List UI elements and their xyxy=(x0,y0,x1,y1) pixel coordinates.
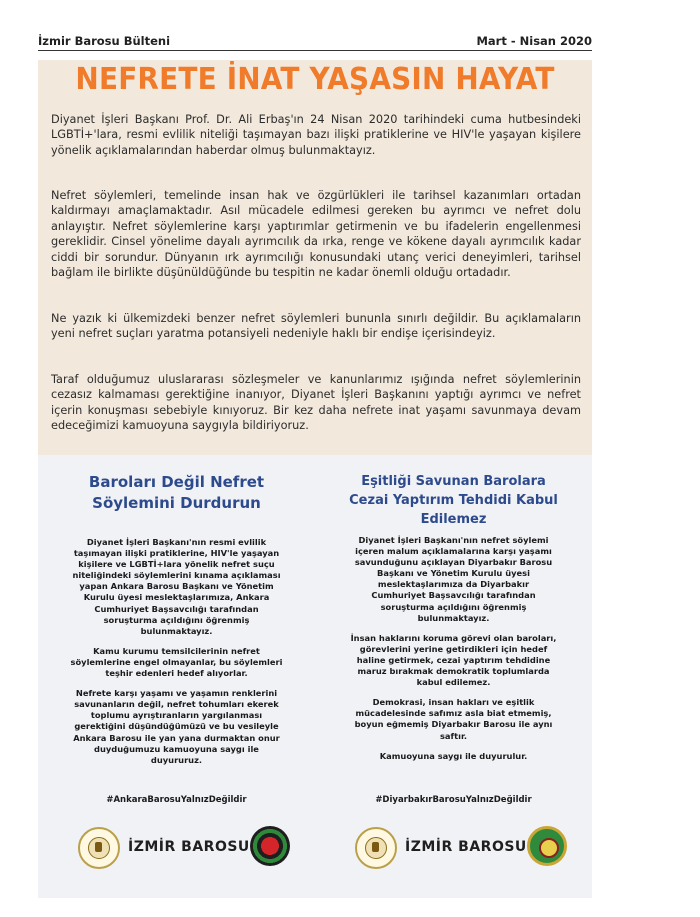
article-paragraph-3: Ne yazık ki ülkemizdeki benzer nefret söylemleri bununla sınırlı değildir. Bu açıklamaların yeni nefret suçları yaratma potansiyeli nedeniyle haklı bir endişe içerisindeyiz. xyxy=(51,312,581,341)
issue-date: Mart - Nisan 2020 xyxy=(476,34,592,48)
poster-footer xyxy=(38,821,315,877)
article-paragraph-4: Taraf olduğumuz uluslararası sözleşmeler ve kanunlarımız ışığında nefret söylemlerinin cezasız kalmaması gerektiğine inanıyor, Diyanet İşleri Başkanını yaptığı ayrımcı ve nefret içerin konuşması sebebiyle kınıyoruz. Bir kez daha nefrete inat yaşamı savunmaya devam edeceğimizi kamuoyuna saygıyla bildiriyoruz. xyxy=(51,373,581,433)
poster-body xyxy=(68,537,285,775)
page-header xyxy=(38,32,592,51)
article-paragraph-1: Diyanet İşleri Başkanı Prof. Dr. Ali Erbaş'ın 24 Nisan 2020 tarihindeki cuma hutbesindeki LGBTİ+'lara, resmi evlilik niteliği taşımayan bazı ilişki pratiklerine ve HIV'le yaşayan kişilere yönelik açıklamalarından haberdar olmuş bulunmaktayız. xyxy=(51,113,581,157)
poster-paragraph: Diyanet İşleri Başkanı'nın resmi evlilik taşımayan ilişki pratiklerine, HIV'le yaşayan kişilere ve LGBTİ+lara yönelik nefret suçu niteliğindeki söylemlerini kınama açıklaması yapan Ankara Barosu Başkanı ve Yönetim Kurulu üyesi meslektaşlarımıza, Ankara Cumhuriyet Başsavcılığı tarafından soruşturma açıldığını öğrenmiş bulunmaktayız. xyxy=(72,537,281,636)
bar-name: İZMİR BAROSU xyxy=(405,839,527,855)
poster-ankara xyxy=(38,455,315,898)
poster-paragraph: Kamuoyuna saygı ile duyurulur. xyxy=(379,750,528,761)
poster-body xyxy=(350,535,557,771)
poster-paragraph: Diyanet İşleri Başkanı'nın nefret söylemi içeren malum açıklamalarına karşı yaşamı savunduğunu açıklayan Diyarbakır Barosu Başkanı ve Yönetim Kurulu üyesi meslektaşlarımıza da Diyarbakır Cumhuriyet Başsavcılığı tarafından soruşturma açıldığını öğrenmiş bulunmaktayız. xyxy=(354,535,553,623)
bar-name: İZMİR BAROSU xyxy=(128,839,250,855)
article-paragraph-2: Nefret söylemleri, temelinde insan hak ve özgürlükleri ile tarihsel kazanımları ortadan kaldırmayı amaçlamaktadır. Asıl mücadele edilmesi gereken bu ayrımcı ve nefret dolu anlayıştır. Nefret söylemlerine karşı yaptırımlar getirmenin ve bu ifadelerin engellenmesi gereklidir. Cinsel yönelime dayalı ayrımcılık da ırka, renge ve kökene dayalı ayrımcılık kadar ciddi bir sorundur. Dünyanın ırk ayrımcılığı konusundaki utanç verici deneyimleri, tarihsel bağlam ile birlikte düşünüldüğünde bu tespitin ne kadar önemli olduğu ortadadır. xyxy=(51,189,581,280)
poster-hashtag: #DiyarbakırBarosuYalnızDeğildir xyxy=(375,795,532,805)
ankara-barosu-logo-icon xyxy=(250,826,290,866)
poster-title: Baroları Değil Nefret Söylemini Durdurun xyxy=(88,473,265,512)
article-title: NEFRETE İNAT YAŞASIN HAYAT xyxy=(75,62,555,97)
poster-paragraph: Nefrete karşı yaşamı ve yaşamın renklerini savunanların değil, nefret tohumları ekerek toplumu ayrıştıranların yargılanması gerektiğini düşündüğümüzü ve bu vesileyle Ankara Barosu ile yan yana durmaktan onur duyduğumuzu kamuoyuna saygı ile duyururuz. xyxy=(73,688,280,765)
poster-area xyxy=(38,455,592,898)
poster-title: Eşitliği Savunan Barolara Cezai Yaptırım Tehdidi Kabul Edilemez xyxy=(349,474,558,527)
poster-paragraph: Kamu kurumu temsilcilerinin nefret söylemlerine engel olmayanlar, bu söylemleri teşhir edenleri hedef alıyorlar. xyxy=(70,645,283,679)
poster-hashtag: #AnkaraBarosuYalnızDeğildir xyxy=(106,795,247,805)
poster-paragraph: Demokrasi, insan hakları ve eşitlik mücadelesinde safımız asla biat etmemiş, boyun eğmemiş Diyarbakır Barosu ile aynı saftır. xyxy=(354,697,553,741)
izmir-barosu-seal-icon xyxy=(78,827,120,869)
poster-paragraph: İnsan haklarını koruma görevi olan baroları, görevlerini yerine getirdikleri için hedef haline getirmek, cezai yaptırım tehdidine maruz bırakmak demokratik toplumlarda kabul edilemez. xyxy=(350,632,557,688)
poster-diyarbakir xyxy=(315,455,592,898)
poster-footer xyxy=(315,821,592,877)
publication-name: İzmir Barosu Bülteni xyxy=(38,34,171,48)
article-box xyxy=(38,60,592,455)
izmir-barosu-seal-icon xyxy=(355,827,397,869)
diyarbakir-barosu-logo-icon xyxy=(527,826,567,866)
